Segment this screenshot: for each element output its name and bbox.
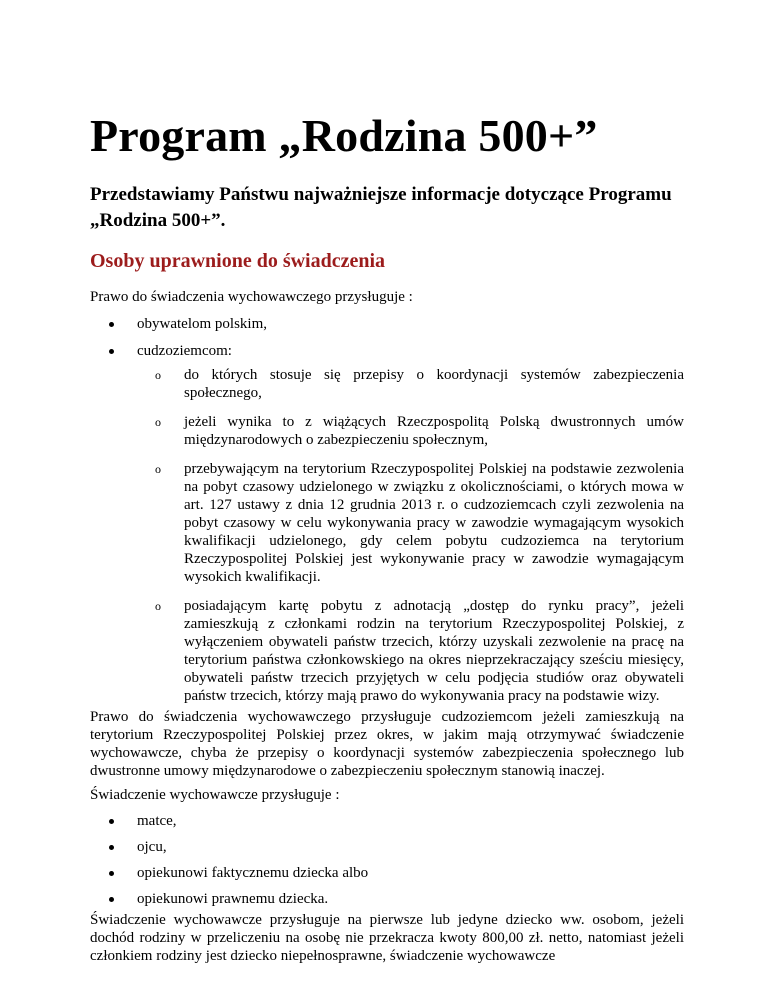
bullet-icon [109,845,114,850]
list-item [90,342,684,705]
circle-bullet-icon: o [155,599,161,613]
list-item-text: ojcu, [137,839,167,855]
list-item [90,864,684,882]
sub-list-item-text: do których stosuje się przepisy o koordynacji systemów zabezpieczenia społecznego, [184,367,684,401]
circle-bullet-icon: o [155,415,161,429]
sub-list-item-text: posiadającym kartę pobytu z adnotacją „dostęp do rynku pracy”, jeżeli zamieszkują z członkami rodzin na terytorium Rzeczypospolitej Polskiej, z wyłączeniem obywateli państw trzecich, którzy uzyskali zezwolenie na pracę na terytorium państwa członkowskiego na okres nieprzekraczający sześciu miesięcy, obywateli państw trzecich przyjętych w celu podjęcia studiów oraz obywateli państw trzecich, którzy mają prawo do wykonywania pracy na podstawie wizy. [184,598,684,704]
residence-paragraph: Prawo do świadczenia wychowawczego przysługuje cudzoziemcom jeżeli zamieszkują na terytorium Rzeczypospolitej Polskiej przez okres, w jakim mają otrzymywać świadczenie wychowawcze, chyba że przepisy o koordynacji systemów zabezpieczenia społecznego lub dwustronne umowy międzynarodowe o zabezpieczeniu społecznym stanowią inaczej. [90,709,684,779]
list-item-text: matce, [137,813,177,829]
document-content [90,108,684,965]
bullet-icon [109,871,114,876]
recipients-list [90,812,684,908]
bullet-icon [109,819,114,824]
sub-list-item-text: przebywającym na terytorium Rzeczypospolitej Polskiej na podstawie zezwolenia na pobyt czasowy udzielonego w związku z okolicznościami, o których mowa w art. 127 ustawy z dnia 12 grudnia 2013 r. o cudzoziemcach czyli zezwolenia na pobyt czasowy w celu wykonywania pracy w zawodzie wymagającym wysokich kwalifikacji udzielonego, gdy celem pobytu cudzoziemca na terytorium Rzeczypospolitej Polskiej jest wykonywanie pracy w zawodzie wymagającym wysokich kwalifikacji. [184,461,684,585]
list-item [90,890,684,908]
bullet-icon [109,349,114,354]
sub-list-item [137,413,684,449]
eligibility-intro: Prawo do świadczenia wychowawczego przysługuje : [90,289,413,305]
foreigner-conditions-list [137,366,684,705]
list-item-text: opiekunowi prawnemu dziecka. [137,891,329,907]
recipients-intro: Świadczenie wychowawcze przysługuje : [90,787,340,803]
income-paragraph: Świadczenie wychowawcze przysługuje na pierwsze lub jedyne dziecko ww. osobom, jeżeli dochód rodziny w przeliczeniu na osobę nie przekracza kwoty 800,00 zł. netto, natomiast jeżeli członkiem rodziny jest dziecko niepełnosprawne, świadczenie wychowawcze [90,912,684,964]
page-subtitle: Przedstawiamy Państwu najważniejsze informacje dotyczące Programu „Rodzina 500+”. [90,184,672,231]
list-item-text: obywatelom polskim, [137,316,267,332]
bullet-icon [109,897,114,902]
bullet-icon [109,322,114,327]
sub-list-item [137,597,684,705]
sub-list-item-text: jeżeli wynika to z wiążących Rzeczpospolitą Polską dwustronnych umów międzynarodowych o zabezpieczeniu społecznym, [184,414,684,448]
list-item [90,812,684,830]
list-item [90,315,684,333]
list-item [90,838,684,856]
page-title: Program „Rodzina 500+” [90,110,598,161]
eligible-list [90,315,684,705]
sub-list-item [137,366,684,402]
circle-bullet-icon: o [155,462,161,476]
list-item-text: opiekunowi faktycznemu dziecka albo [137,865,369,881]
section-heading: Osoby uprawnione do świadczenia [90,250,386,272]
list-item-text: cudzoziemcom: [137,343,232,359]
circle-bullet-icon: o [155,368,161,382]
sub-list-item [137,460,684,586]
